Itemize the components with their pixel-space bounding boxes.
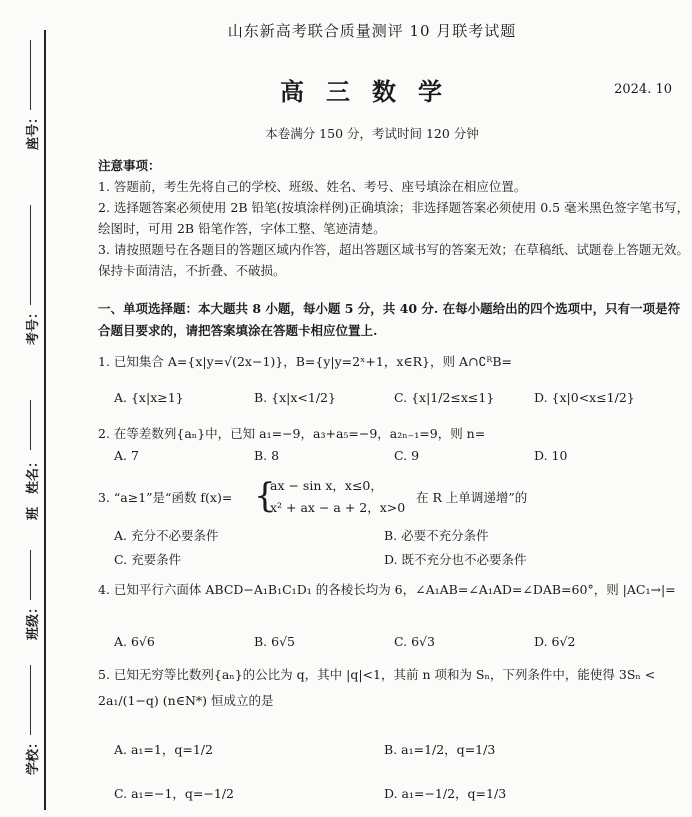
question-4-options bbox=[114, 634, 692, 658]
school-label: 学校： bbox=[26, 735, 41, 775]
option-d: D. a₁=−1/2，q=1/3 bbox=[384, 786, 507, 801]
question-3-stem bbox=[98, 476, 692, 520]
exam-page bbox=[62, 0, 690, 817]
question-1-options bbox=[114, 390, 692, 414]
question-2-options bbox=[114, 448, 692, 472]
option-b: B. 必要不充分条件 bbox=[384, 528, 489, 543]
question-3-stem-b: 在 R 上单调递增”的 bbox=[416, 490, 528, 505]
class-name-blank bbox=[30, 400, 31, 450]
note-item: 2. 选择题答案必须使用 2B 铅笔(按填涂样例)正确填涂；非选择题答案必须使用 0.5 毫米黑色签字笔书写，绘图时，可用 2B 铅笔作答，字体工整、笔迹清楚。 bbox=[98, 200, 690, 236]
seat-blank bbox=[30, 40, 31, 110]
subject-title: 高三数学 bbox=[280, 77, 464, 106]
option-a: A. 充分不必要条件 bbox=[114, 528, 219, 543]
option-c: C. 9 bbox=[394, 448, 420, 463]
note-item: 3. 请按照题号在各题目的答题区域内作答，超出答题区域书写的答案无效；在草稿纸、试题卷上答题无效。保持卡面清洁，不折叠、不破损。 bbox=[98, 242, 689, 278]
question-3-options-row-1 bbox=[114, 526, 692, 550]
question-5-stem: 5. 已知无穷等比数列{aₙ}的公比为 q，其中 |q|<1，其前 n 项和为 Sₙ，下列条件中，能使得 3Sₙ < 2a₁/(1−q) (n∈N*) 恒成立的是 bbox=[98, 667, 656, 708]
class-blank bbox=[30, 550, 31, 600]
option-b: B. 8 bbox=[254, 448, 280, 463]
note-item: 1. 答题前，考生先将自己的学校、班级、姓名、考号、座号填涂在相应位置。 bbox=[98, 179, 527, 194]
question-5-options-row-2 bbox=[114, 784, 692, 808]
class-name-label: 班 姓名： bbox=[26, 454, 41, 520]
question-5-options-row-1 bbox=[114, 740, 692, 764]
binding-line bbox=[44, 30, 46, 810]
exam-meta: 本卷满分 150 分，考试时间 120 分钟 bbox=[265, 126, 479, 141]
question-1-stem: 1. 已知集合 A={x|y=√(2x−1)}，B={y|y=2ˣ+1，x∈R}，则 A∩∁ᴿB= bbox=[98, 354, 513, 369]
option-b: B. {x|x<1/2} bbox=[254, 390, 336, 405]
class-label: 班级： bbox=[26, 600, 41, 640]
option-a: A. 6√6 bbox=[114, 634, 155, 649]
section-heading: 一、单项选择题：本大题共 8 小题，每小题 5 分，共 40 分. 在每小题给出的四个选项中，只有一项是符合题目要求的，请把答案填涂在答题卡相应位置上. bbox=[98, 301, 681, 338]
exam-title: 山东新高考联合质量测评 10 月联考试题 bbox=[227, 22, 517, 40]
option-c: C. {x|1/2≤x≤1} bbox=[394, 390, 495, 405]
option-c: C. a₁=−1，q=−1/2 bbox=[114, 786, 234, 801]
left-brace: { bbox=[254, 476, 276, 516]
option-a: A. a₁=1，q=1/2 bbox=[114, 742, 213, 757]
option-d: D. 6√2 bbox=[534, 634, 576, 649]
option-b: B. a₁=1/2，q=1/3 bbox=[384, 742, 496, 757]
question-4-stem: 4. 已知平行六面体 ABCD−A₁B₁C₁D₁ 的各棱长均为 6，∠A₁AB=∠A₁AD=∠DAB=60°，则 |AC₁→|= bbox=[98, 582, 676, 597]
school-blank bbox=[30, 665, 31, 735]
option-d: D. 10 bbox=[534, 448, 568, 463]
option-d: D. 既不充分也不必要条件 bbox=[384, 552, 527, 567]
notes-heading: 注意事项： bbox=[98, 158, 161, 173]
option-c: C. 6√3 bbox=[394, 634, 435, 649]
option-a: A. {x|x≥1} bbox=[114, 390, 184, 405]
question-3-options-row-2 bbox=[114, 550, 692, 574]
exam-date: 2024. 10 bbox=[614, 82, 672, 97]
option-b: B. 6√5 bbox=[254, 634, 296, 649]
exam-no-label: 考号： bbox=[26, 305, 41, 345]
option-d: D. {x|0<x≤1/2} bbox=[534, 390, 635, 405]
option-a: A. 7 bbox=[114, 448, 139, 463]
binding-strip bbox=[0, 0, 56, 817]
seat-label: 座号： bbox=[26, 110, 41, 150]
question-3-stem-a: 3. “a≥1”是“函数 f(x)= bbox=[98, 490, 233, 505]
piece-1: ax − sin x，x≤0， bbox=[270, 478, 383, 493]
option-c: C. 充要条件 bbox=[114, 552, 182, 567]
question-2-stem: 2. 在等差数列{aₙ}中，已知 a₁=−9，a₃+a₅=−9，a₂ₙ₋₁=9，则 n= bbox=[98, 426, 486, 441]
piece-2: x² + ax − a + 2，x>0 bbox=[270, 500, 406, 515]
exam-no-blank bbox=[30, 205, 31, 305]
notes-list bbox=[98, 176, 692, 281]
